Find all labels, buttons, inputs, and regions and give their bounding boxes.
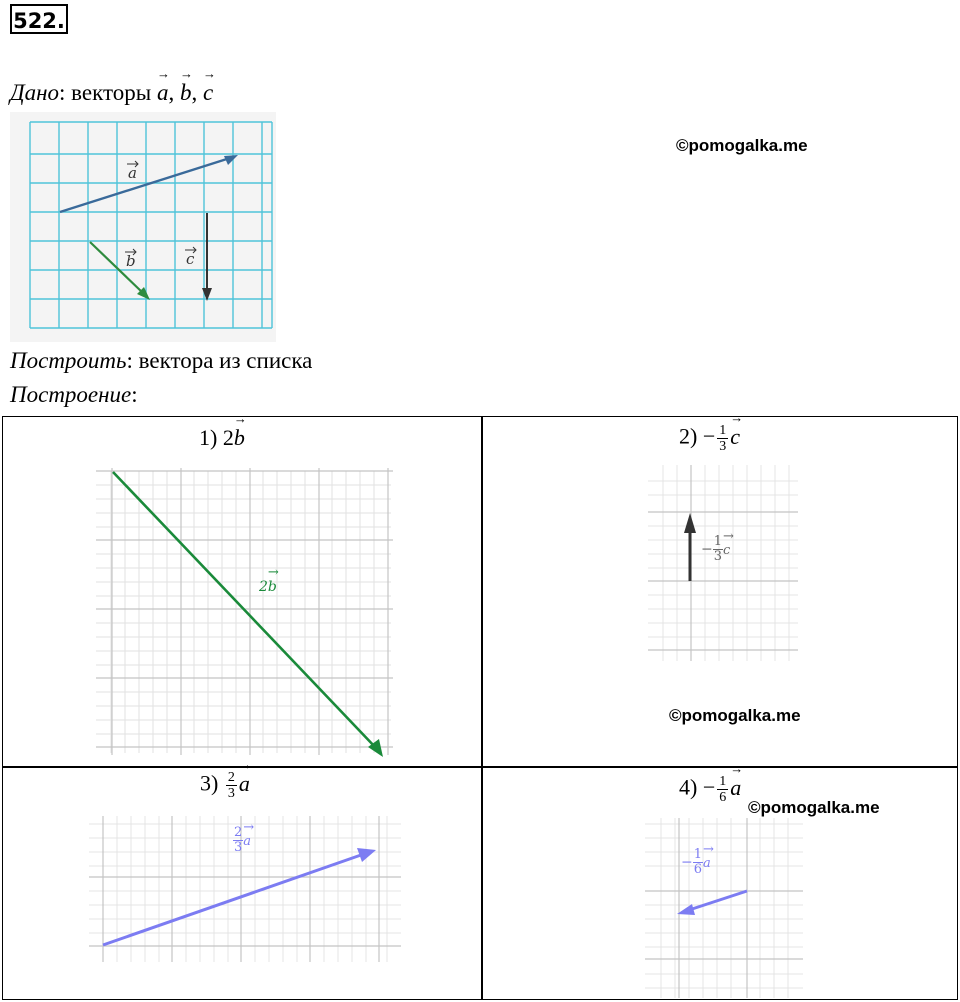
- solution-table: [2, 416, 958, 1000]
- cell-task-1: [3, 417, 481, 766]
- construct-line: [10, 348, 312, 374]
- task-2-vector-label: [701, 535, 730, 564]
- task-3-caption: [200, 770, 250, 801]
- task-1-coef: 2: [222, 425, 234, 450]
- construction-label: Построение: [10, 382, 132, 407]
- task-3-label-fraction: [233, 826, 243, 855]
- given-figure-svg: [10, 112, 276, 342]
- task-3-vector-label: [233, 826, 251, 855]
- svg-text:a: a: [128, 164, 137, 182]
- given-vector-a: → a: [157, 80, 169, 106]
- task-4-number: 4): [679, 774, 698, 800]
- construction-text: :: [131, 382, 138, 407]
- task-3-number: 3): [200, 770, 219, 796]
- task-2-num: 1: [719, 423, 727, 438]
- task-4-label-sign: −: [681, 854, 693, 871]
- given-sep-1: ,: [168, 80, 180, 105]
- task-1-vector-label: [259, 579, 277, 595]
- task-4-den: 6: [719, 790, 727, 805]
- task-3-vector: → a: [239, 771, 250, 797]
- construct-label: Построить: [10, 348, 127, 373]
- task-4-sign: −: [702, 774, 716, 800]
- task-2-label-den: 3: [713, 549, 723, 564]
- task-2-label-vector: → c: [723, 543, 730, 558]
- task-4-label-num: 1: [693, 847, 703, 862]
- task-4-label-vector: → a: [703, 856, 711, 871]
- task-2-label-num: 1: [713, 534, 723, 549]
- task-1-label-vector: → b: [268, 579, 277, 595]
- given-text: : векторы: [59, 80, 152, 105]
- cell-task-3: [3, 768, 481, 1001]
- task-2-label-sign: −: [701, 541, 713, 558]
- construction-line: [10, 382, 138, 408]
- task-2-sign: −: [702, 423, 716, 449]
- given-line: [10, 80, 213, 106]
- task-2-caption: [679, 423, 740, 454]
- task-3-label-num: 2: [234, 825, 243, 840]
- task-4-vector: → a: [730, 775, 741, 801]
- task-4-label-den: 6: [693, 862, 703, 877]
- task-4-caption: [679, 774, 741, 805]
- svg-text:c: c: [186, 250, 195, 268]
- task-4-fraction: [717, 774, 728, 805]
- task-2-vector: → c: [730, 424, 740, 450]
- task-3-den: 3: [227, 786, 235, 801]
- given-sep-2: ,: [191, 80, 203, 105]
- task-4-label-fraction: [693, 848, 703, 877]
- given-label: Дано: [10, 80, 60, 105]
- task-4-vector-label: [681, 848, 711, 877]
- given-figure: [10, 112, 276, 342]
- task-3-label-den: 3: [234, 840, 243, 855]
- task-3-num: 2: [227, 770, 235, 785]
- task-3-label-vector: → a: [243, 834, 251, 849]
- task-1-label-coef: 2: [259, 579, 268, 595]
- task-2-number: 2): [679, 423, 698, 449]
- cell-task-2: [483, 417, 959, 766]
- task-1-number: 1): [199, 425, 218, 450]
- watermark-top: ©pomogalka.me: [676, 136, 808, 155]
- task-2-label-fraction: [713, 535, 723, 564]
- task-1-vector: → b: [234, 425, 245, 451]
- problem-number: 522.: [10, 4, 68, 34]
- given-vector-b: → b: [180, 80, 192, 106]
- svg-text:b: b: [126, 252, 136, 270]
- task-3-fraction: [226, 770, 237, 801]
- task-1-caption: [199, 425, 245, 451]
- watermark-bottom: ©pomogalka.me: [748, 798, 880, 817]
- watermark-middle: ©pomogalka.me: [669, 706, 801, 725]
- cell-task-4: [483, 768, 959, 1001]
- task-2-fraction: [717, 423, 728, 454]
- task-1-plot: [91, 463, 396, 759]
- task-4-plot: [643, 816, 807, 1000]
- task-2-den: 3: [719, 439, 727, 454]
- task-4-num: 1: [719, 774, 727, 789]
- given-vector-c: → c: [203, 80, 213, 106]
- construct-text: : вектора из списка: [126, 348, 313, 373]
